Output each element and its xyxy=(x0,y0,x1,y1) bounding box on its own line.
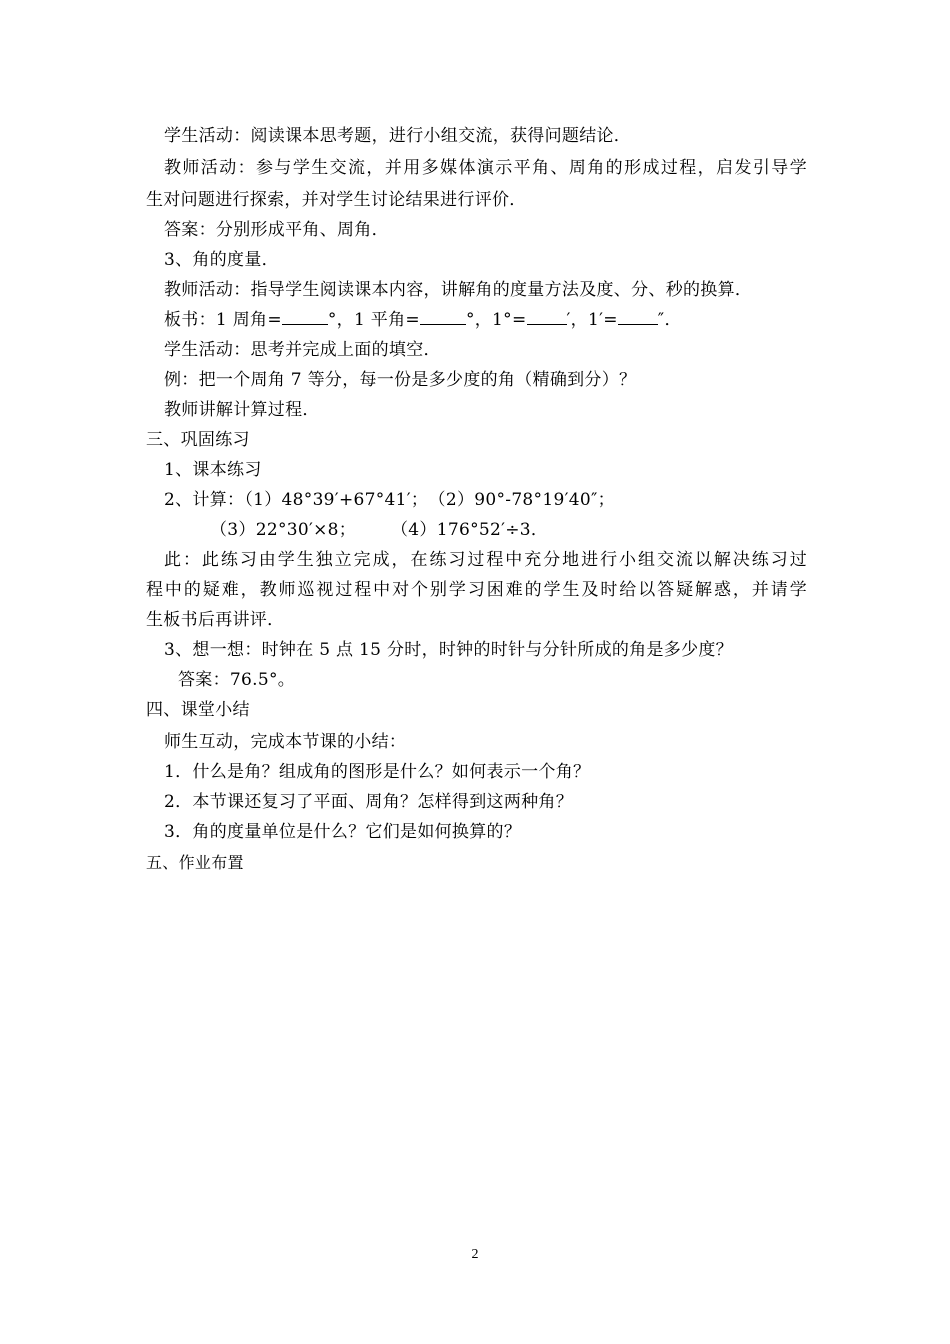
board-writing-line xyxy=(164,308,682,332)
board-text: ′，1′= xyxy=(566,310,618,330)
section-heading: 四、课堂小结 xyxy=(146,700,250,720)
fill-blank xyxy=(618,308,658,325)
fill-blank xyxy=(527,308,567,325)
paragraph-line: 此：此练习由学生独立完成，在练习过程中充分地进行小组交流以解决练习过 xyxy=(164,550,807,570)
fill-blank xyxy=(282,308,328,325)
paragraph-line: 答案：76.5°。 xyxy=(178,670,296,690)
list-item: 2、计算：（1）48°39′+67°41′； （2）90°-78°19′40″； xyxy=(164,490,615,510)
section-heading: 3、角的度量． xyxy=(164,250,279,270)
paragraph-line: 答案：分别形成平角、周角． xyxy=(164,220,389,240)
list-item: 1．什么是角？组成角的图形是什么？如何表示一个角？ xyxy=(164,762,591,782)
paragraph-line: 生对问题进行探索，并对学生讨论结果进行评价． xyxy=(146,190,527,210)
fill-blank xyxy=(420,308,466,325)
list-item: 1、课本练习 xyxy=(164,460,262,480)
paragraph-line: 师生互动，完成本节课的小结： xyxy=(164,732,407,752)
list-item: 2．本节课还复习了平面、周角？怎样得到这两种角？ xyxy=(164,792,574,812)
paragraph-line: 教师活动：参与学生交流，并用多媒体演示平角、周角的形成过程，启发引导学 xyxy=(164,158,807,178)
page-number: 2 xyxy=(471,1247,479,1262)
paragraph-line: 程中的疑难，教师巡视过程中对个别学习困难的学生及时给以答疑解惑，并请学 xyxy=(146,580,807,600)
paragraph-line: 学生活动：阅读课本思考题，进行小组交流，获得问题结论． xyxy=(164,126,632,146)
board-text: ″． xyxy=(657,310,682,330)
section-heading: 五、作业布置 xyxy=(146,853,244,872)
paragraph-line: 教师活动：指导学生阅读课本内容，讲解角的度量方法及度、分、秒的换算． xyxy=(164,280,753,300)
board-text: 板书：1 周角= xyxy=(164,310,282,330)
section-heading: 三、巩固练习 xyxy=(146,430,250,450)
paragraph-line: 教师讲解计算过程． xyxy=(164,400,320,420)
list-item: 3．角的度量单位是什么？它们是如何换算的？ xyxy=(164,822,522,842)
list-item: （3）22°30′×8； （4）176°52′÷3． xyxy=(210,520,549,540)
board-text: °，1 平角= xyxy=(327,310,420,330)
paragraph-line: 生板书后再讲评． xyxy=(146,610,285,630)
list-item: 3、想一想：时钟在 5 点 15 分时，时钟的时针与分针所成的角是多少度？ xyxy=(164,640,733,660)
paragraph-line: 学生活动：思考并完成上面的填空． xyxy=(164,340,441,360)
board-text: °，1°= xyxy=(465,310,527,330)
paragraph-line: 例：把一个周角 7 等分，每一份是多少度的角（精确到分）？ xyxy=(164,370,637,390)
